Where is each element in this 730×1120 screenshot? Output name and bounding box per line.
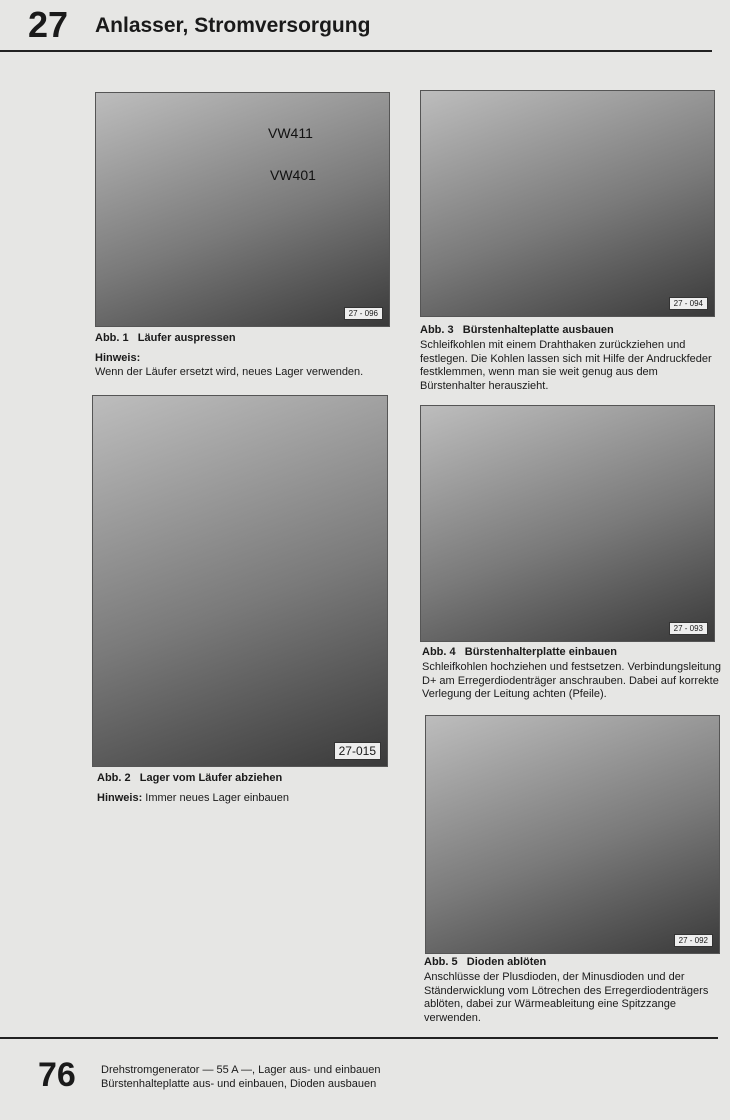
figure-ref: 27-015: [334, 742, 381, 760]
tool-label-vw411: VW411: [268, 125, 313, 141]
figure-3-caption: Abb. 3 Bürstenhalteplatte ausbauen: [420, 324, 614, 336]
figure-1-photo: [95, 92, 390, 327]
figure-ref: 27 - 094: [669, 297, 708, 310]
tool-label-vw401: VW401: [270, 167, 316, 183]
figure-2-note: Hinweis: Immer neues Lager einbauen: [97, 792, 290, 804]
figure-4-photo: [420, 405, 715, 642]
header-rule: [0, 50, 712, 52]
figure-3-text: Schleifkohlen mit einem Drahthaken zurückziehen und festlegen. Die Kohlen lassen sich mit Hilfe der Andruckfeder festklemmen, wenn man sie weit genug aus dem Bürstenhalter herauszieht.: [420, 339, 712, 392]
figure-ref: 27 - 093: [669, 622, 708, 635]
page-number: 76: [38, 1056, 76, 1094]
figure-5-text: Anschlüsse der Plusdioden, der Minusdioden und der Ständerwicklung vom Lötrechen des Erregerdiodenträgers ablöten, dabei zur Wärmeableitung eine Spitzzange verwenden.: [424, 971, 709, 1024]
footer-line-1: Drehstromgenerator — 55 A —, Lager aus- und einbauen: [101, 1064, 381, 1076]
figure-5-caption: Abb. 5 Dioden ablöten: [424, 956, 547, 968]
chapter-title: Anlasser, Stromversorgung: [95, 14, 371, 37]
figure-4-caption: Abb. 4 Bürstenhalterplatte einbauen: [422, 646, 617, 658]
figure-ref: 27 - 092: [674, 934, 713, 947]
figure-3-photo: [420, 90, 715, 317]
figure-1-caption: Abb. 1 Läufer auspressen: [95, 332, 236, 344]
footer-text: [101, 1063, 380, 1091]
figure-2-caption: Abb. 2 Lager vom Läufer abziehen: [97, 772, 283, 784]
footer-rule: [0, 1037, 718, 1039]
figure-1-note-label: Hinweis:: [95, 352, 141, 364]
figure-2-photo: [92, 395, 388, 767]
figure-ref: 27 - 096: [344, 307, 383, 320]
figure-5-photo: [425, 715, 720, 954]
footer-line-2: Bürstenhalteplatte aus- und einbauen, Dioden ausbauen: [101, 1078, 377, 1090]
figure-1-note: Wenn der Läufer ersetzt wird, neues Lager verwenden.: [95, 366, 364, 378]
chapter-number: 27: [28, 4, 69, 45]
figure-4-text: Schleifkohlen hochziehen und festsetzen. Verbindungsleitung D+ am Erregerdiodenträger anschrauben. Dabei auf korrekte Verlegung der Leitung achten (Pfeile).: [422, 661, 722, 700]
